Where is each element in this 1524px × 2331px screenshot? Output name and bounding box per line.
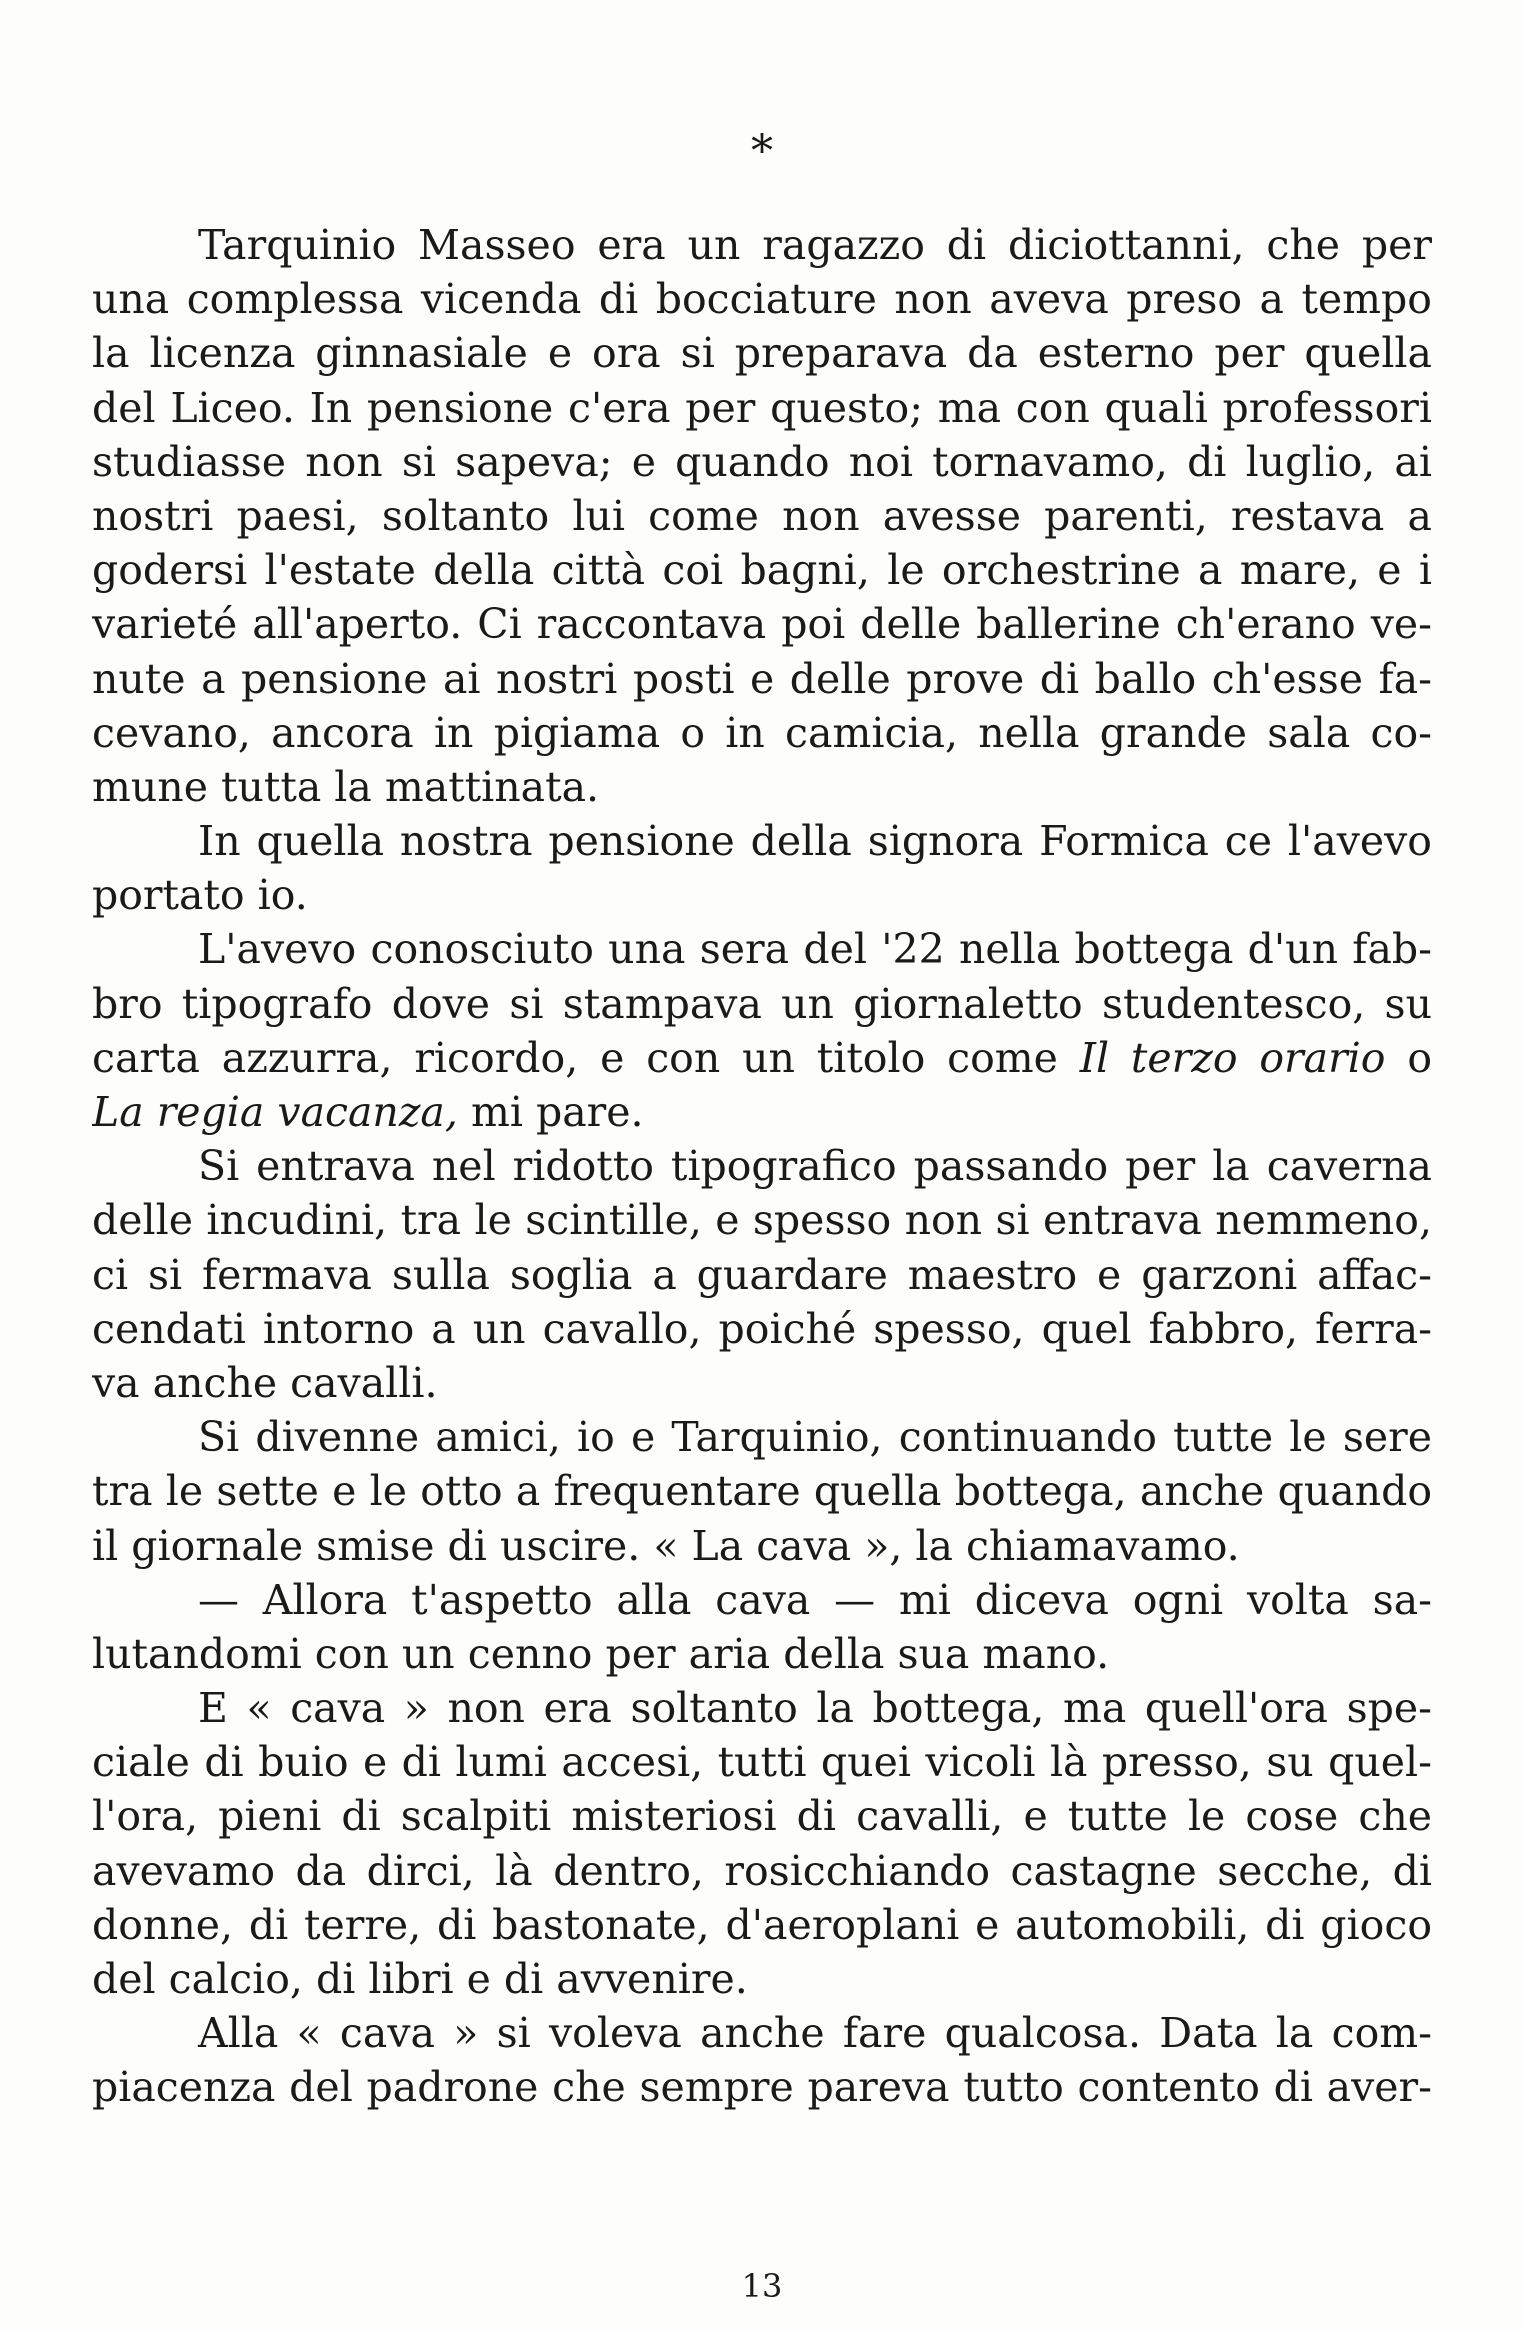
- line-text: avevamo da dirci, là dentro, rosicchiando castagne secche, di: [92, 1846, 1432, 1895]
- line-text: cevano, ancora in pigiama o in camicia, nella grande sala co-: [92, 708, 1432, 757]
- line-text: Tarquinio Masseo era un ragazzo di diciottanni, che per: [198, 221, 1432, 269]
- line-text: mune tutta la mattinata.: [92, 762, 600, 811]
- text-line: [92, 543, 1432, 597]
- text-line: [92, 2060, 1432, 2114]
- page-number: 13: [741, 2267, 783, 2305]
- line-text: varieté all'aperto. Ci raccontava poi delle ballerine ch'erano ve-: [92, 600, 1432, 649]
- line-text-after: mi pare.: [457, 1088, 644, 1136]
- text-line: [92, 1085, 1432, 1139]
- text-line: [92, 597, 1432, 651]
- body-text: [92, 218, 1432, 2115]
- text-line: [92, 1681, 1432, 1735]
- line-text: l'ora, pieni di scalpiti misteriosi di cavalli, e tutte le cose che: [92, 1792, 1432, 1841]
- text-line: [92, 706, 1432, 760]
- line-text: L'avevo conosciuto una sera del '22 nella bottega d'un fab-: [198, 925, 1432, 974]
- line-text: Si entrava nel ridotto tipografico passando per la caverna: [198, 1142, 1432, 1191]
- text-line: [92, 1410, 1432, 1464]
- line-text: delle incudini, tra le scintille, e spesso non si entrava nemmeno,: [92, 1196, 1432, 1245]
- line-text: del Liceo. In pensione c'era per questo; ma con quali professori: [92, 383, 1432, 432]
- text-line: [92, 489, 1432, 543]
- text-line: [92, 2006, 1432, 2060]
- text-line: [92, 326, 1432, 380]
- text-line: [92, 1464, 1432, 1518]
- line-text: E « cava » non era soltanto la bottega, ma quell'ora spe-: [198, 1684, 1432, 1733]
- text-line: [92, 1248, 1432, 1302]
- line-text-after: o: [1385, 1033, 1432, 1082]
- line-text: lutandomi con un cenno per aria della sua mano.: [92, 1629, 1110, 1678]
- text-line: [92, 1356, 1432, 1410]
- text-line: [92, 1844, 1432, 1898]
- text-line: [92, 381, 1432, 435]
- line-text: godersi l'estate della città coi bagni, le orchestrine a mare, e i: [92, 546, 1432, 595]
- line-text: Alla « cava » si voleva anche fare qualcosa. Data la com-: [198, 2009, 1432, 2058]
- text-line: [92, 1735, 1432, 1789]
- line-text: studiasse non si sapeva; e quando noi tornavamo, di luglio, ai: [92, 437, 1432, 486]
- text-line: [92, 868, 1432, 922]
- line-text: In quella nostra pensione della signora Formica ce l'avevo: [198, 817, 1432, 866]
- text-line: [92, 977, 1432, 1031]
- line-text: cendati intorno a un cavallo, poiché spesso, quel fabbro, ferra-: [92, 1304, 1432, 1353]
- section-ornament: *: [751, 126, 773, 177]
- line-text: piacenza del padrone che sempre pareva tutto contento di aver-: [92, 2063, 1432, 2112]
- text-line: [92, 1302, 1432, 1356]
- text-line: [92, 1031, 1432, 1085]
- text-line: [92, 814, 1432, 868]
- line-text: — Allora t'aspetto alla cava — mi diceva ogni volta sa-: [198, 1575, 1432, 1624]
- italic-title: La regia vacanza,: [92, 1088, 458, 1136]
- line-text: una complessa vicenda di bocciature non aveva preso a tempo: [92, 275, 1432, 324]
- line-text: tra le sette e le otto a frequentare quella bottega, anche quando: [92, 1467, 1432, 1516]
- line-text: Si divenne amici, io e Tarquinio, continuando tutte le sere: [198, 1413, 1432, 1462]
- line-text: del calcio, di libri e di avvenire.: [92, 1955, 748, 2003]
- text-line: [92, 1952, 1432, 2006]
- text-line: [92, 922, 1432, 976]
- line-text: carta azzurra, ricordo, e con un titolo come: [92, 1033, 1080, 1082]
- text-line: [92, 272, 1432, 326]
- text-line: [92, 1789, 1432, 1843]
- italic-title: Il terzo orario: [1079, 1033, 1386, 1082]
- text-line: [92, 1898, 1432, 1952]
- text-line: [92, 1573, 1432, 1627]
- line-text: donne, di terre, di bastonate, d'aeroplani e automobili, di gioco: [92, 1900, 1432, 1949]
- text-line: [92, 1139, 1432, 1193]
- line-text: ciale di buio e di lumi accesi, tutti quei vicoli là presso, su quel-: [92, 1738, 1432, 1787]
- line-text: il giornale smise di uscire. « La cava », la chiamavamo.: [92, 1521, 1240, 1570]
- text-line: [92, 1519, 1432, 1573]
- text-line: [92, 1627, 1432, 1681]
- line-text: ci si fermava sulla soglia a guardare maestro e garzoni affac-: [92, 1250, 1432, 1299]
- text-line: [92, 1193, 1432, 1247]
- text-line: [92, 435, 1432, 489]
- text-line: [92, 652, 1432, 706]
- line-text: nute a pensione ai nostri posti e delle prove di ballo ch'esse fa-: [92, 654, 1432, 703]
- text-line: [92, 760, 1432, 814]
- line-text: bro tipografo dove si stampava un giornaletto studentesco, su: [92, 979, 1432, 1028]
- line-text: nostri paesi, soltanto lui come non avesse parenti, restava a: [92, 491, 1432, 540]
- text-line: [92, 218, 1432, 272]
- line-text: va anche cavalli.: [92, 1358, 438, 1407]
- line-text: la licenza ginnasiale e ora si preparava da esterno per quella: [92, 329, 1432, 378]
- line-text: portato io.: [92, 871, 308, 920]
